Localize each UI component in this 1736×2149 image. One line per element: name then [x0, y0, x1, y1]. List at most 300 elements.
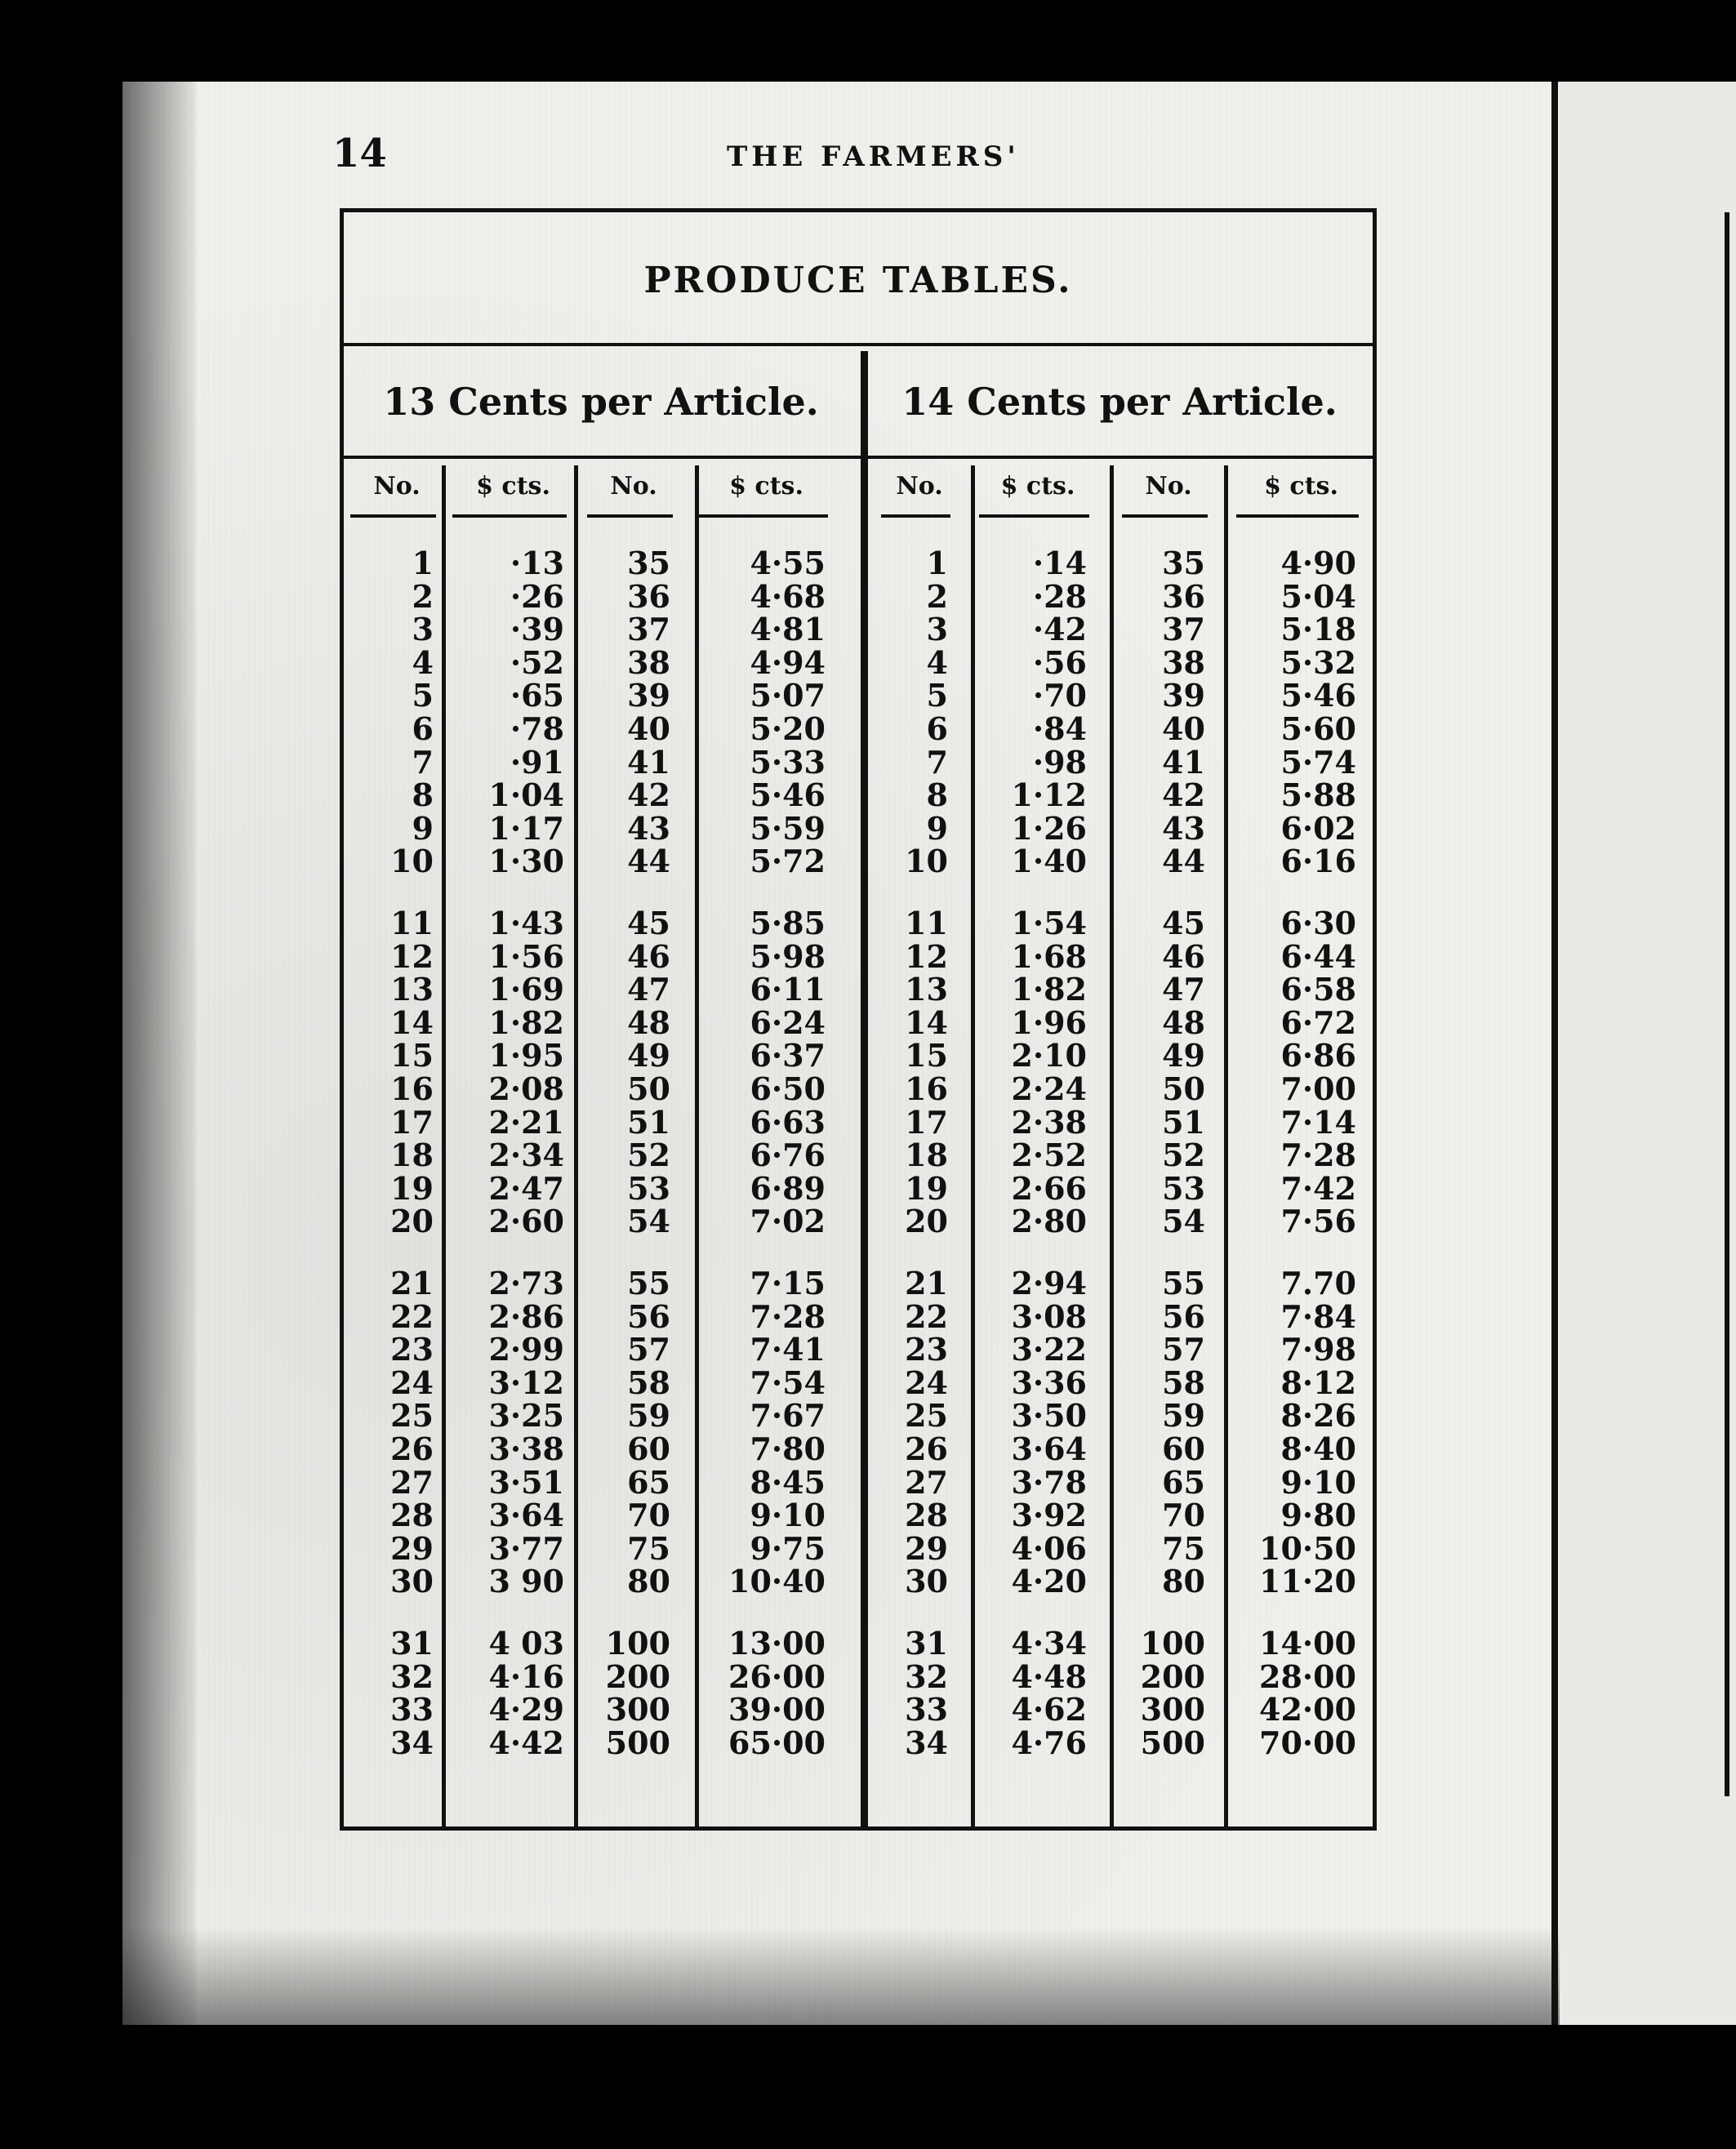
table-cell-amount: 2·73: [488, 1265, 564, 1301]
table-cell-amount: 3·50: [1011, 1397, 1087, 1435]
table-cell-number: 56: [1162, 1297, 1205, 1335]
table-cell-amount: 3·92: [1011, 1497, 1087, 1534]
table-cell-amount: 7·56: [1280, 1203, 1356, 1240]
table-cell-number: 59: [1162, 1397, 1205, 1435]
table-cell-number: 21: [390, 1265, 434, 1301]
header-underline: [979, 514, 1089, 518]
table-cell-amount: 9·75: [750, 1529, 826, 1567]
table-cell-amount: ·98: [1032, 743, 1087, 781]
table-cell-number: 43: [627, 809, 670, 847]
table-cell-number: 200: [605, 1657, 670, 1695]
table-cell-amount: 4·94: [750, 643, 826, 681]
header-underline: [452, 514, 567, 518]
table-cell-number: 53: [627, 1169, 670, 1207]
table-cell-number: 31: [905, 1625, 948, 1662]
table-cell-amount: 5·88: [1280, 776, 1356, 814]
table-cell-amount: 2·94: [1011, 1265, 1087, 1301]
table-cell-amount: ·28: [1032, 577, 1087, 615]
table-cell-number: 23: [390, 1331, 434, 1368]
table-cell-amount: 39·00: [728, 1691, 826, 1729]
table-cell-amount: 7.70: [1280, 1265, 1356, 1301]
table-cell-number: 5: [412, 677, 434, 714]
table-cell-amount: ·70: [1032, 677, 1087, 714]
table-cell-number: 50: [627, 1070, 670, 1107]
table-cell-amount: 9·10: [1280, 1463, 1356, 1501]
table-cell-amount: 3·51: [488, 1463, 564, 1501]
table-cell-amount: 5·33: [750, 743, 826, 781]
table-cell-number: 10: [390, 843, 434, 880]
column-header-number: No.: [1145, 472, 1192, 501]
table-cell-amount: 3 90: [488, 1563, 564, 1600]
table-cell-amount: 4·81: [750, 611, 826, 648]
table-cell-number: 26: [390, 1430, 434, 1467]
table-cell-amount: 7·14: [1280, 1103, 1356, 1141]
table-cell-number: 9: [412, 809, 434, 847]
table-cell-number: 58: [627, 1364, 670, 1401]
table-cell-number: 4: [412, 643, 434, 681]
table-cell-amount: 5·04: [1280, 577, 1356, 615]
table-cell-number: 41: [1162, 743, 1205, 781]
table-cell-amount: 3·77: [488, 1529, 564, 1567]
table-cell-amount: 6·76: [750, 1137, 826, 1174]
header-underline: [697, 514, 828, 518]
table-cell-number: 11: [390, 905, 434, 941]
table-cell-amount: 10·50: [1259, 1529, 1356, 1567]
table-cell-amount: 7·00: [1280, 1070, 1356, 1107]
table-cell-amount: 4·48: [1011, 1657, 1087, 1695]
table-cell-amount: 2·34: [488, 1137, 564, 1174]
table-cell-amount: 3·12: [488, 1364, 564, 1401]
table-cell-number: 56: [627, 1297, 670, 1335]
table-cell-amount: 5·18: [1280, 611, 1356, 648]
table-cell-number: 13: [905, 971, 948, 1008]
table-cell-number: 47: [1162, 971, 1205, 1008]
table-cell-amount: 9·80: [1280, 1497, 1356, 1534]
table-cell-number: 16: [390, 1070, 434, 1107]
section-title-14-cents: 14 Cents per Article.: [901, 380, 1338, 424]
table-cell-amount: 8·12: [1280, 1364, 1356, 1401]
table-cell-number: 3: [926, 611, 948, 648]
table-cell-amount: 1·17: [488, 809, 564, 847]
table-cell-number: 1: [412, 545, 434, 581]
header-underline: [881, 514, 950, 518]
table-cell-number: 44: [1162, 843, 1205, 880]
table-cell-amount: ·91: [510, 743, 564, 781]
table-cell-number: 36: [1162, 577, 1205, 615]
bottom-shadow: [122, 1927, 1560, 2025]
table-cell-number: 19: [905, 1169, 948, 1207]
table-cell-number: 42: [1162, 776, 1205, 814]
gutter-shadow: [122, 82, 196, 2025]
running-head: THE FARMERS': [727, 140, 1020, 173]
table-cell-amount: 3·08: [1011, 1297, 1087, 1335]
table-cell-number: 70: [627, 1497, 670, 1534]
table-cell-amount: 1·96: [1011, 1003, 1087, 1041]
table-cell-amount: ·14: [1032, 545, 1087, 581]
table-cell-number: 100: [605, 1625, 670, 1662]
table-cell-amount: 7·41: [750, 1331, 826, 1368]
table-cell-amount: ·39: [510, 611, 564, 648]
table-cell-number: 31: [390, 1625, 434, 1662]
table-cell-amount: 7·67: [750, 1397, 826, 1435]
table-cell-number: 80: [1162, 1563, 1205, 1600]
table-cell-amount: 5·85: [750, 905, 826, 941]
table-cell-number: 37: [1162, 611, 1205, 648]
table-cell-number: 26: [905, 1430, 948, 1467]
table-cell-amount: 7·84: [1280, 1297, 1356, 1335]
table-cell-amount: 4·76: [1011, 1724, 1087, 1761]
table-cell-number: 18: [905, 1137, 948, 1174]
adjacent-page-strip: [1560, 82, 1736, 2025]
table-cell-number: 55: [627, 1265, 670, 1301]
table-cell-amount: 6·44: [1280, 937, 1356, 975]
table-cell-amount: 42·00: [1259, 1691, 1356, 1729]
table-cell-amount: 3·64: [1011, 1430, 1087, 1467]
table-cell-amount: 5·32: [1280, 643, 1356, 681]
column-header-number: No.: [896, 472, 943, 501]
table-cell-amount: ·52: [510, 643, 564, 681]
table-cell-number: 35: [627, 545, 670, 581]
table-cell-amount: 3·78: [1011, 1463, 1087, 1501]
table-cell-number: 2: [926, 577, 948, 615]
table-cell-number: 27: [905, 1463, 948, 1501]
table-cell-amount: ·56: [1032, 643, 1087, 681]
table-cell-number: 60: [627, 1430, 670, 1467]
table-cell-amount: ·26: [510, 577, 564, 615]
table-cell-amount: 4·62: [1011, 1691, 1087, 1729]
table-cell-amount: 2·47: [488, 1169, 564, 1207]
table-cell-number: 49: [1162, 1037, 1205, 1074]
table-cell-amount: ·84: [1032, 710, 1087, 747]
table-cell-number: 15: [905, 1037, 948, 1074]
table-cell-amount: 2·21: [488, 1103, 564, 1141]
table-cell-amount: 6·02: [1280, 809, 1356, 847]
table-cell-number: 300: [605, 1691, 670, 1729]
table-cell-amount: 4·16: [488, 1657, 564, 1695]
center-column-rule: [861, 351, 868, 1829]
header-underline: [1122, 514, 1208, 518]
table-cell-amount: 4·29: [488, 1691, 564, 1729]
table-cell-amount: 6·89: [750, 1169, 826, 1207]
table-cell-amount: 4·20: [1011, 1563, 1087, 1600]
table-cell-number: 19: [390, 1169, 434, 1207]
table-cell-amount: 4·68: [750, 577, 826, 615]
table-cell-number: 57: [1162, 1331, 1205, 1368]
table-cell-amount: 14·00: [1259, 1625, 1356, 1662]
table-cell-amount: ·65: [510, 677, 564, 714]
table-cell-number: 9: [926, 809, 948, 847]
table-cell-number: 14: [905, 1003, 948, 1041]
table-cell-number: 48: [627, 1003, 670, 1041]
table-cell-amount: 5·46: [1280, 677, 1356, 714]
header-underline: [587, 514, 673, 518]
column-header-amount: $ cts.: [729, 472, 803, 501]
header-underline: [1236, 514, 1359, 518]
column-rule: [1110, 465, 1114, 1829]
produce-table: [340, 208, 1377, 1831]
table-cell-number: 39: [1162, 677, 1205, 714]
table-cell-amount: 1·04: [488, 776, 564, 814]
table-cell-amount: 3·64: [488, 1497, 564, 1534]
table-cell-amount: 8·45: [750, 1463, 826, 1501]
table-cell-number: 20: [390, 1203, 434, 1240]
column-header-number: No.: [610, 472, 657, 501]
table-cell-number: 10: [905, 843, 948, 880]
column-header-amount: $ cts.: [476, 472, 550, 501]
table-cell-number: 8: [412, 776, 434, 814]
table-cell-number: 8: [926, 776, 948, 814]
table-cell-amount: 1·26: [1011, 809, 1087, 847]
table-cell-number: 28: [390, 1497, 434, 1534]
table-cell-number: 60: [1162, 1430, 1205, 1467]
table-cell-number: 17: [390, 1103, 434, 1141]
table-cell-number: 22: [390, 1297, 434, 1335]
table-cell-number: 33: [905, 1691, 948, 1729]
table-cell-amount: 6·37: [750, 1037, 826, 1074]
table-cell-number: 52: [1162, 1137, 1205, 1174]
table-cell-number: 5: [926, 677, 948, 714]
table-cell-amount: 1·40: [1011, 843, 1087, 880]
table-cell-number: 25: [390, 1397, 434, 1435]
column-rule: [1224, 465, 1228, 1829]
table-cell-amount: 1·68: [1011, 937, 1087, 975]
table-cell-amount: 26·00: [728, 1657, 826, 1695]
table-cell-number: 59: [627, 1397, 670, 1435]
table-cell-amount: 3·36: [1011, 1364, 1087, 1401]
table-cell-number: 80: [627, 1563, 670, 1600]
table-cell-amount: 2·60: [488, 1203, 564, 1240]
table-cell-amount: 11·20: [1259, 1563, 1356, 1600]
table-cell-amount: 1·82: [1011, 971, 1087, 1008]
table-cell-amount: 6·16: [1280, 843, 1356, 880]
next-page-edge: [1725, 212, 1729, 1796]
table-cell-amount: 2·10: [1011, 1037, 1087, 1074]
table-cell-amount: 65·00: [728, 1724, 826, 1761]
table-cell-amount: 5·20: [750, 710, 826, 747]
table-cell-number: 27: [390, 1463, 434, 1501]
table-cell-amount: 7·28: [1280, 1137, 1356, 1174]
page-number: 14: [332, 131, 387, 176]
table-cell-amount: 1·82: [488, 1003, 564, 1041]
table-cell-number: 35: [1162, 545, 1205, 581]
table-cell-amount: ·78: [510, 710, 564, 747]
table-cell-amount: 10·40: [728, 1563, 826, 1600]
table-cell-number: 12: [905, 937, 948, 975]
page-fold-line: [1551, 82, 1558, 2025]
table-cell-number: 51: [627, 1103, 670, 1141]
column-rule: [574, 465, 578, 1829]
table-cell-amount: 1·69: [488, 971, 564, 1008]
table-cell-amount: 7·54: [750, 1364, 826, 1401]
table-cell-number: 500: [1140, 1724, 1205, 1761]
table-cell-number: 17: [905, 1103, 948, 1141]
table-cell-amount: 6·24: [750, 1003, 826, 1041]
table-cell-amount: 7·15: [750, 1265, 826, 1301]
table-cell-number: 32: [390, 1657, 434, 1695]
table-cell-number: 65: [627, 1463, 670, 1501]
table-cell-number: 21: [905, 1265, 948, 1301]
table-cell-number: 57: [627, 1331, 670, 1368]
table-cell-amount: 1·30: [488, 843, 564, 880]
table-cell-number: 7: [926, 743, 948, 781]
section-title-divider: [344, 456, 1373, 459]
table-cell-number: 15: [390, 1037, 434, 1074]
table-cell-number: 38: [1162, 643, 1205, 681]
table-cell-amount: 2·24: [1011, 1070, 1087, 1107]
column-header-amount: $ cts.: [1000, 472, 1075, 501]
column-header-number: No.: [373, 472, 421, 501]
table-cell-number: 16: [905, 1070, 948, 1107]
table-cell-number: 25: [905, 1397, 948, 1435]
table-cell-amount: 13·00: [728, 1625, 826, 1662]
table-cell-number: 28: [905, 1497, 948, 1534]
table-cell-number: 20: [905, 1203, 948, 1240]
table-cell-number: 55: [1162, 1265, 1205, 1301]
table-cell-amount: 2·86: [488, 1297, 564, 1335]
table-cell-amount: 9·10: [750, 1497, 826, 1534]
table-cell-amount: 3·22: [1011, 1331, 1087, 1368]
table-cell-amount: 4·42: [488, 1724, 564, 1761]
table-cell-number: 54: [627, 1203, 670, 1240]
table-cell-number: 38: [627, 643, 670, 681]
table-cell-number: 58: [1162, 1364, 1205, 1401]
table-cell-amount: 6·11: [750, 971, 826, 1008]
table-cell-number: 12: [390, 937, 434, 975]
table-cell-amount: 4·90: [1280, 545, 1356, 581]
table-cell-amount: 2·38: [1011, 1103, 1087, 1141]
table-cell-amount: 1·12: [1011, 776, 1087, 814]
table-cell-number: 70: [1162, 1497, 1205, 1534]
table-cell-number: 13: [390, 971, 434, 1008]
table-cell-number: 2: [412, 577, 434, 615]
table-cell-amount: 8·40: [1280, 1430, 1356, 1467]
table-cell-amount: 2·99: [488, 1331, 564, 1368]
table-cell-amount: 1·56: [488, 937, 564, 975]
table-title: PRODUCE TABLES.: [643, 260, 1073, 301]
table-cell-number: 36: [627, 577, 670, 615]
table-cell-number: 45: [1162, 905, 1205, 941]
table-cell-number: 40: [1162, 710, 1205, 747]
table-cell-number: 48: [1162, 1003, 1205, 1041]
column-header-amount: $ cts.: [1264, 472, 1338, 501]
table-cell-amount: 7·28: [750, 1297, 826, 1335]
table-cell-number: 42: [627, 776, 670, 814]
table-cell-number: 24: [905, 1364, 948, 1401]
table-cell-number: 23: [905, 1331, 948, 1368]
table-cell-amount: 4 03: [488, 1625, 564, 1662]
table-cell-number: 52: [627, 1137, 670, 1174]
table-cell-amount: 3·38: [488, 1430, 564, 1467]
table-cell-amount: 3·25: [488, 1397, 564, 1435]
table-cell-number: 40: [627, 710, 670, 747]
table-cell-amount: 28·00: [1259, 1657, 1356, 1695]
table-cell-amount: ·42: [1032, 611, 1087, 648]
table-cell-amount: 8·26: [1280, 1397, 1356, 1435]
table-cell-number: 30: [390, 1563, 434, 1600]
table-cell-number: 65: [1162, 1463, 1205, 1501]
table-cell-amount: 5·72: [750, 843, 826, 880]
table-cell-number: 75: [1162, 1529, 1205, 1567]
table-cell-amount: ·13: [510, 545, 564, 581]
table-cell-number: 29: [390, 1529, 434, 1567]
table-cell-number: 51: [1162, 1103, 1205, 1141]
table-cell-number: 50: [1162, 1070, 1205, 1107]
table-cell-number: 30: [905, 1563, 948, 1600]
table-cell-amount: 6·63: [750, 1103, 826, 1141]
table-cell-amount: 6·86: [1280, 1037, 1356, 1074]
table-cell-number: 18: [390, 1137, 434, 1174]
table-cell-amount: 7·98: [1280, 1331, 1356, 1368]
table-cell-number: 39: [627, 677, 670, 714]
table-cell-amount: 6·50: [750, 1070, 826, 1107]
table-cell-amount: 5·59: [750, 809, 826, 847]
table-cell-number: 46: [627, 937, 670, 975]
table-cell-amount: 1·95: [488, 1037, 564, 1074]
table-cell-amount: 4·06: [1011, 1529, 1087, 1567]
table-cell-number: 29: [905, 1529, 948, 1567]
table-cell-number: 49: [627, 1037, 670, 1074]
table-cell-number: 1: [926, 545, 948, 581]
table-cell-amount: 7·80: [750, 1430, 826, 1467]
table-cell-number: 47: [627, 971, 670, 1008]
title-divider: [344, 343, 1373, 346]
table-cell-amount: 2·52: [1011, 1137, 1087, 1174]
table-cell-amount: 5·46: [750, 776, 826, 814]
table-cell-number: 6: [926, 710, 948, 747]
table-cell-amount: 4·34: [1011, 1625, 1087, 1662]
table-cell-number: 53: [1162, 1169, 1205, 1207]
table-cell-amount: 5·98: [750, 937, 826, 975]
header-underline: [350, 514, 436, 518]
table-cell-number: 44: [627, 843, 670, 880]
table-cell-amount: 2·80: [1011, 1203, 1087, 1240]
table-cell-amount: 4·55: [750, 545, 826, 581]
table-cell-amount: 2·08: [488, 1070, 564, 1107]
table-cell-amount: 6·58: [1280, 971, 1356, 1008]
table-cell-amount: 5·60: [1280, 710, 1356, 747]
table-cell-number: 34: [905, 1724, 948, 1761]
table-cell-number: 200: [1140, 1657, 1205, 1695]
table-cell-number: 43: [1162, 809, 1205, 847]
section-title-13-cents: 13 Cents per Article.: [383, 380, 819, 424]
table-cell-number: 11: [905, 905, 948, 941]
table-cell-number: 75: [627, 1529, 670, 1567]
table-cell-number: 6: [412, 710, 434, 747]
table-cell-number: 24: [390, 1364, 434, 1401]
table-cell-number: 100: [1140, 1625, 1205, 1662]
table-cell-number: 300: [1140, 1691, 1205, 1729]
table-cell-number: 14: [390, 1003, 434, 1041]
table-cell-number: 45: [627, 905, 670, 941]
table-cell-number: 54: [1162, 1203, 1205, 1240]
table-cell-amount: 6·72: [1280, 1003, 1356, 1041]
table-cell-number: 46: [1162, 937, 1205, 975]
table-cell-number: 41: [627, 743, 670, 781]
table-cell-amount: 7·02: [750, 1203, 826, 1240]
table-cell-number: 34: [390, 1724, 434, 1761]
table-cell-amount: 6·30: [1280, 905, 1356, 941]
table-cell-number: 3: [412, 611, 434, 648]
table-cell-number: 22: [905, 1297, 948, 1335]
table-cell-amount: 7·42: [1280, 1169, 1356, 1207]
table-cell-number: 32: [905, 1657, 948, 1695]
table-cell-amount: 5·07: [750, 677, 826, 714]
table-cell-amount: 70·00: [1259, 1724, 1356, 1761]
table-cell-amount: 1·43: [488, 905, 564, 941]
table-cell-number: 500: [605, 1724, 670, 1761]
table-cell-amount: 5·74: [1280, 743, 1356, 781]
table-cell-amount: 2·66: [1011, 1169, 1087, 1207]
